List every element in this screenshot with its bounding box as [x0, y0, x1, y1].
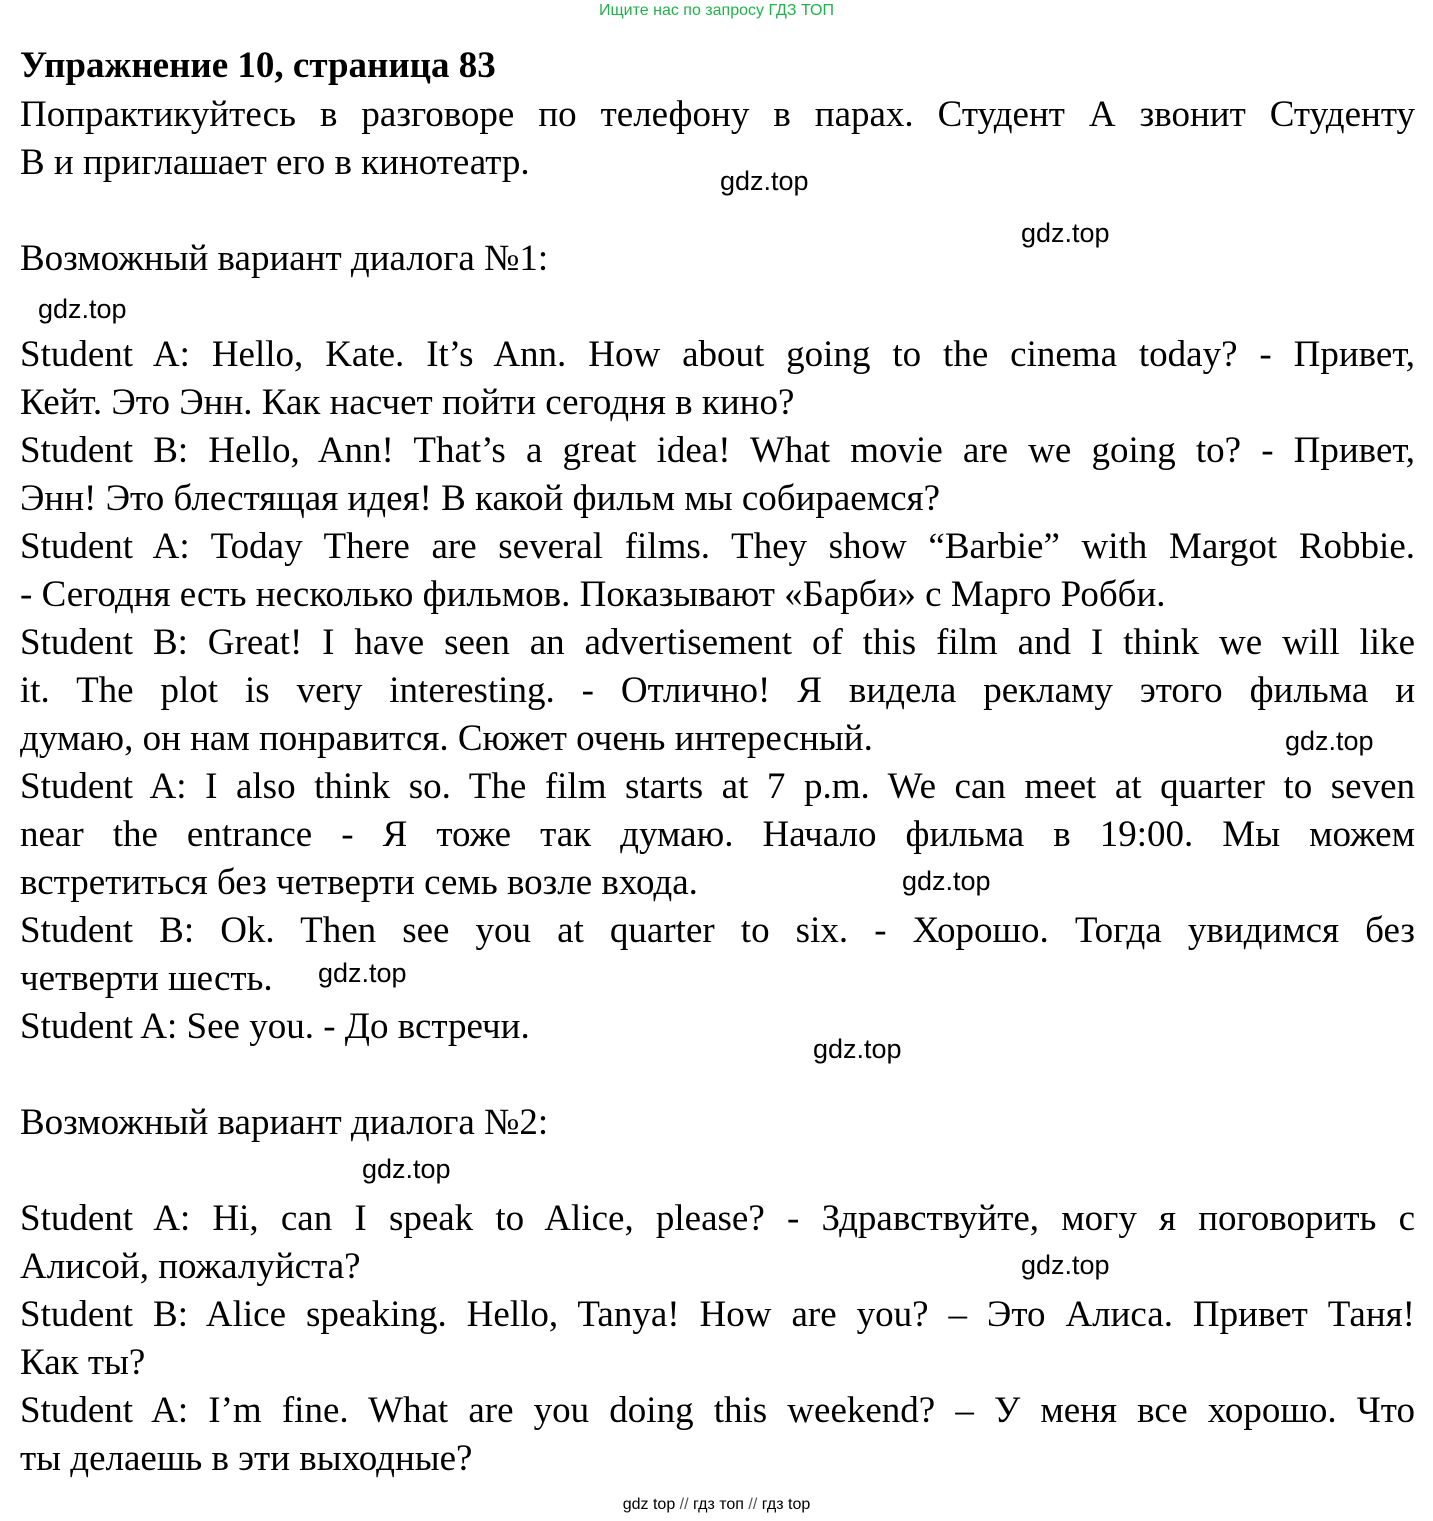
watermark: gdz.top	[362, 1154, 451, 1184]
watermark: gdz.top	[38, 294, 127, 324]
watermark: gdz.top	[720, 166, 809, 196]
task-line: В и приглашает его в кинотеатр.	[20, 142, 530, 183]
dialogue-line: Кейт. Это Энн. Как насчет пойти сегодня в кино?	[20, 382, 795, 423]
dialogue-heading: Возможный вариант диалога №1:	[20, 238, 549, 279]
dialogue-line: Student A: Today There are several films. They show “Barbie” with Margot Robbie.	[20, 526, 1415, 567]
dialogue-line: Student A: Hi, can I speak to Alice, please? - Здравствуйте, могу я поговорить с	[20, 1198, 1415, 1239]
page-title: Упражнение 10, страница 83	[20, 45, 496, 86]
dialogue-line: Student A: Hello, Kate. It’s Ann. How about going to the cinema today? - Привет,	[20, 334, 1415, 375]
dialogue-line: Student A: See you. - До встречи.	[20, 1006, 530, 1047]
dialogue-line: - Сегодня есть несколько фильмов. Показывают «Барби» с Марго Робби.	[20, 574, 1166, 615]
watermark: gdz.top	[902, 866, 991, 896]
dialogue-heading: Возможный вариант диалога №2:	[20, 1102, 549, 1143]
watermark: gdz.top	[1285, 726, 1374, 756]
footer-item: gdz top	[622, 1496, 676, 1513]
dialogue-line: Как ты?	[20, 1342, 146, 1383]
watermark: gdz.top	[1021, 1250, 1110, 1280]
dialogue-line: ты делаешь в эти выходные?	[20, 1438, 473, 1479]
task-line: Попрактикуйтесь в разговоре по телефону в парах. Студент А звонит Студенту	[20, 94, 1415, 135]
dialogue-line: near the entrance - Я тоже так думаю. Начало фильма в 19:00. Мы можем	[20, 814, 1415, 855]
footer-item: гдз топ	[693, 1496, 744, 1513]
dialogue-line: четверти шесть.	[20, 958, 273, 999]
footer	[0, 1496, 1433, 1514]
watermark: gdz.top	[1021, 218, 1110, 248]
dialogue-line: Student A: I also think so. The film starts at 7 p.m. We can meet at quarter to seven	[20, 766, 1415, 807]
dialogue-line: Энн! Это блестящая идея! В какой фильм мы собираемся?	[20, 478, 940, 519]
dialogue-line: Student A: I’m fine. What are you doing this weekend? – У меня все хорошо. Что	[20, 1390, 1415, 1431]
dialogue-line: it. The plot is very interesting. - Отлично! Я видела рекламу этого фильма и	[20, 670, 1415, 711]
dialogue-line: думаю, он нам понравится. Сюжет очень интересный.	[20, 718, 873, 759]
dialogue-line: Student B: Alice speaking. Hello, Tanya! How are you? – Это Алиса. Привет Таня!	[20, 1294, 1415, 1335]
footer-item: гдз top	[761, 1496, 811, 1513]
watermark: gdz.top	[813, 1034, 902, 1064]
footer-separator: //	[748, 1496, 758, 1513]
dialogue-line: Student B: Hello, Ann! That’s a great idea! What movie are we going to? - Привет,	[20, 430, 1415, 471]
footer-separator: //	[679, 1496, 689, 1513]
dialogue-line: Student B: Great! I have seen an advertisement of this film and I think we will like	[20, 622, 1415, 663]
dialogue-line: встретиться без четверти семь возле входа.	[20, 862, 698, 903]
dialogue-line: Student B: Ok. Then see you at quarter to six. - Хорошо. Тогда увидимся без	[20, 910, 1415, 951]
watermark: gdz.top	[318, 958, 407, 988]
dialogue-line: Алисой, пожалуйста?	[20, 1246, 361, 1287]
top-banner: Ищите нас по запросу ГДЗ ТОП	[599, 2, 834, 19]
